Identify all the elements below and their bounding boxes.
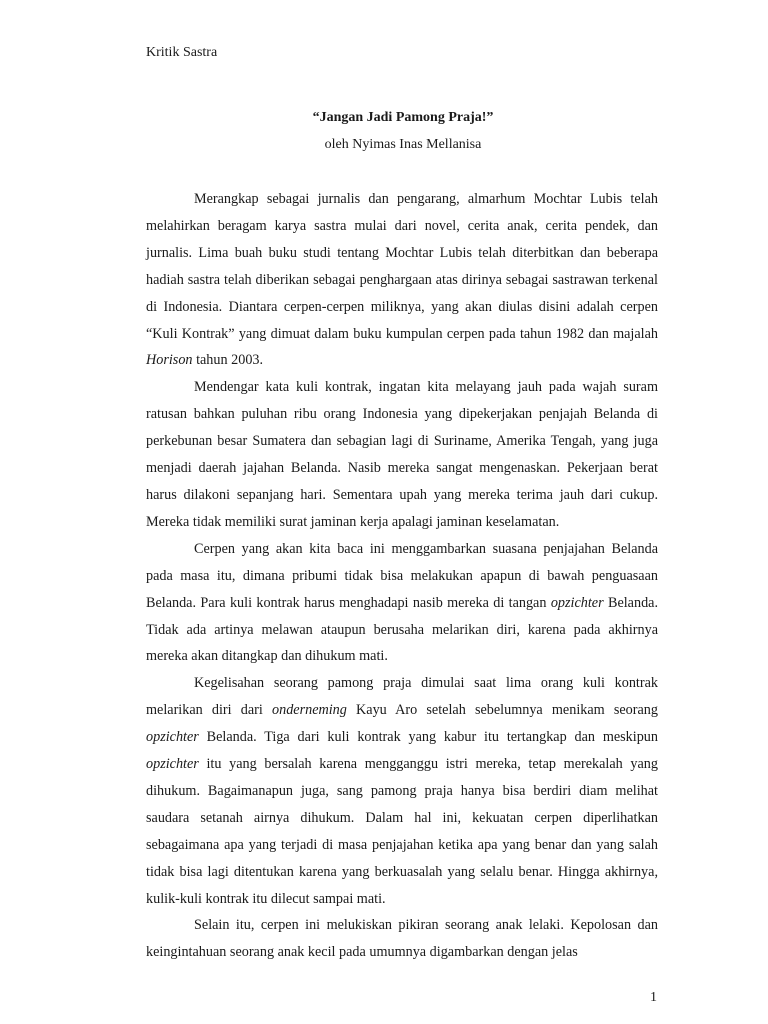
body-paragraph	[146, 374, 658, 535]
article-author: oleh Nyimas Inas Mellanisa	[324, 137, 482, 152]
body-paragraph	[146, 670, 658, 912]
article-title: “Jangan Jadi Pamong Praja!”	[312, 110, 494, 125]
text-run: Belanda. Tidak ada artinya melawan ataupun berusaha melarikan diri, karena pada akhirnya mereka akan ditangkap dan dihukum mati.	[146, 594, 659, 665]
text-run: Merangkap sebagai jurnalis dan pengarang, almarhum Mochtar Lubis telah melahirkan beragam karya sastra mulai dari novel, cerita anak, cerita pendek, dan jurnalis. Lima buah buku studi tentang Mochtar Lubis telah diterbitkan dan beberapa hadiah sastra telah diberikan sebagai penghargaan atas dirinya sebagai sastrawan terkenal di Indonesia. Diantara cerpen-cerpen miliknya, yang akan diulas disini adalah cerpen “Kuli Kontrak” yang dimuat dalam buku kumpulan cerpen pada tahun 1982 dan majalah	[146, 191, 658, 342]
running-header: Kritik Sastra	[146, 45, 218, 60]
italic-term: onderneming	[272, 702, 347, 719]
italic-term: Horison	[146, 352, 193, 369]
body-paragraph	[146, 912, 658, 966]
text-run: Belanda. Tiga dari kuli kontrak yang kabur itu tertangkap dan meskipun	[198, 729, 658, 746]
body-paragraph	[146, 186, 658, 374]
text-run: Kegelisahan seorang pamong praja dimulai saat lima orang kuli kontrak melarikan diri dari	[146, 675, 658, 719]
text-run: Mendengar kata kuli kontrak, ingatan kita melayang jauh pada wajah suram ratusan bahkan puluhan ribu orang Indonesia yang dipekerjakan penjajah Belanda di perkebunan besar Sumatera dan sebagian lagi di Suriname, Amerika Tengah, yang juga menjadi daerah jajahan Belanda. Nasib mereka sangat mengenaskan. Pekerjaan berat harus dilakoni sepanjang hari. Sementara upah yang mereka terima jauh dari cukup. Mereka tidak memiliki surat jaminan kerja apalagi jaminan keselamatan.	[146, 379, 658, 530]
page-number: 1	[650, 990, 657, 1005]
text-run: tahun 2003.	[192, 352, 264, 369]
text-run: Selain itu, cerpen ini melukiskan pikiran seorang anak lelaki. Kepolosan dan keingintahuan seorang anak kecil pada umumnya digambarkan dengan jelas	[146, 917, 658, 961]
body-paragraph	[146, 536, 658, 671]
italic-term: opzichter	[146, 756, 199, 773]
italic-term: opzichter	[550, 594, 604, 611]
italic-term: opzichter	[146, 729, 199, 746]
text-run: Cerpen yang akan kita baca ini menggambarkan suasana penjajahan Belanda pada masa itu, dimana pribumi tidak bisa melakukan apapun di bawah penguasaan Belanda. Para kuli kontrak harus menghadapi nasib mereka di tangan	[146, 540, 658, 611]
text-run: itu yang bersalah karena mengganggu istri mereka, tetap merekalah yang dihukum. Bagaimanapun juga, sang pamong praja hanya bisa berdiri diam melihat saudara setanah airnya dihukum. Dalam hal ini, kekuatan cerpen diperlihatkan sebagaimana apa yang terjadi di masa penjajahan ketika apa yang benar dan yang salah tidak bisa lagi ditentukan karena yang berkuasalah yang selalu benar. Hingga akhirnya, kulik-kuli kontrak itu dilecut sampai mati.	[146, 756, 658, 907]
text-run: Kayu Aro setelah sebelumnya menikam seorang	[346, 702, 658, 719]
article-body	[146, 186, 658, 966]
